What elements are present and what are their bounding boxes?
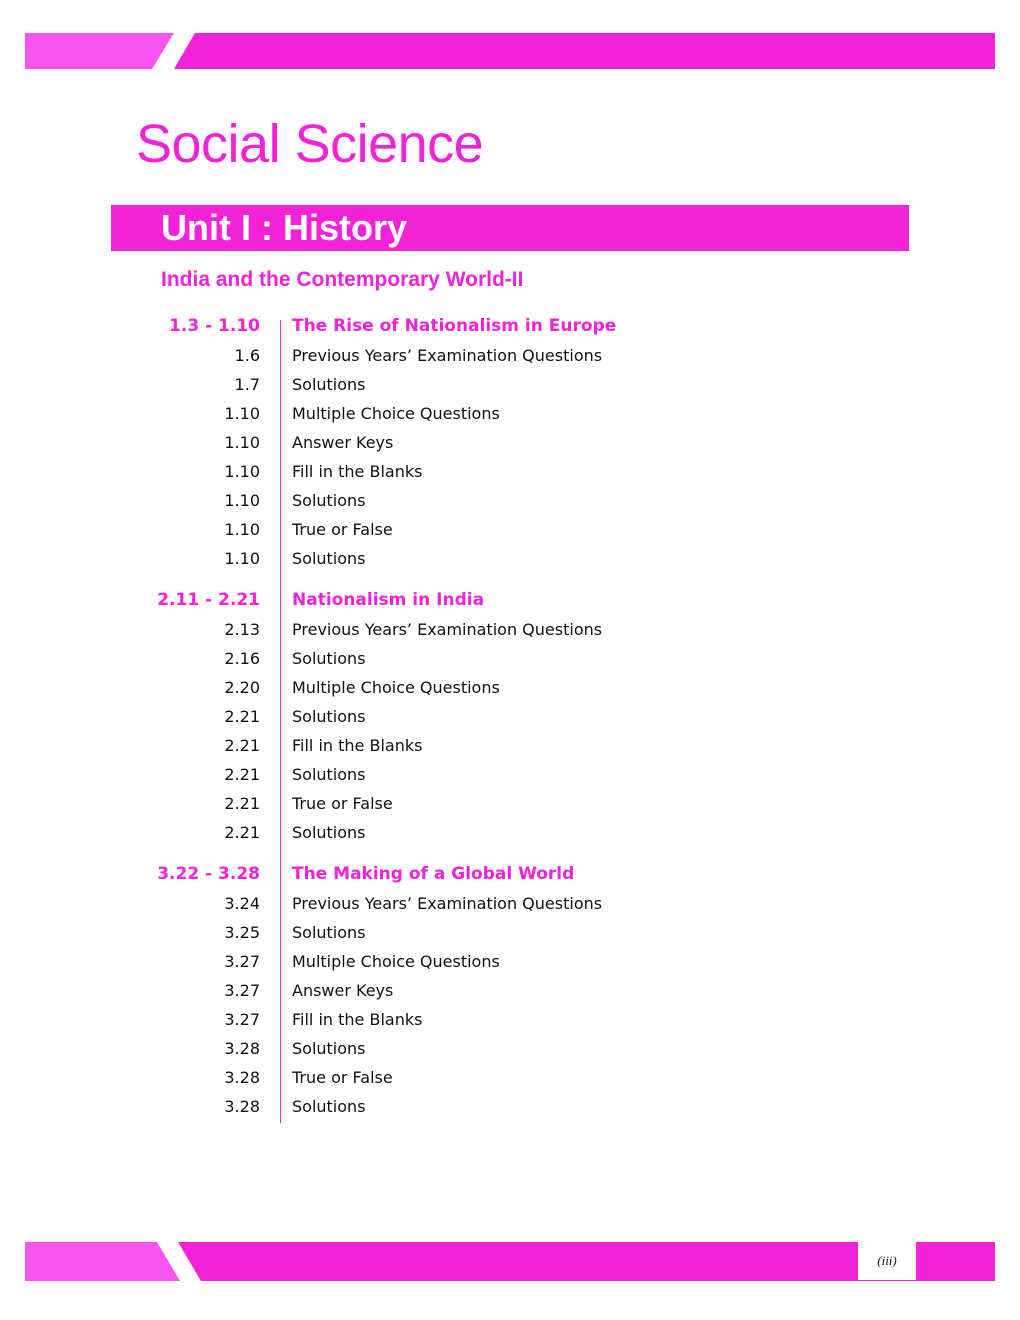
entry-label[interactable]: Solutions: [292, 765, 366, 784]
toc-entry[interactable]: [0, 1092, 1020, 1121]
entry-page: 1.10: [224, 491, 260, 510]
top-band-light-segment: [25, 33, 174, 69]
entry-label[interactable]: Previous Years’ Examination Questions: [292, 346, 603, 365]
entry-page: 2.21: [224, 823, 260, 842]
entry-page: 3.28: [224, 1097, 260, 1116]
entry-page: 3.27: [224, 981, 260, 1000]
page-number: (iii): [858, 1242, 916, 1280]
bottom-band-light-segment: [25, 1242, 180, 1281]
entry-page: 2.21: [224, 794, 260, 813]
chapter-1: [0, 311, 1020, 573]
entry-label[interactable]: Previous Years’ Examination Questions: [292, 894, 603, 913]
entry-page: 1.7: [234, 375, 260, 394]
entry-label[interactable]: True or False: [292, 1068, 393, 1087]
toc-entry[interactable]: [0, 918, 1020, 947]
toc-entry[interactable]: [0, 1034, 1020, 1063]
entry-label[interactable]: Solutions: [292, 549, 366, 568]
entry-page: 1.10: [224, 433, 260, 452]
chapter-heading-row[interactable]: [0, 859, 1020, 889]
toc-entry[interactable]: [0, 673, 1020, 702]
entry-label[interactable]: Solutions: [292, 649, 366, 668]
chapter-page-range: 1.3 - 1.10: [169, 316, 260, 336]
chapter-3: [0, 859, 1020, 1121]
entry-label[interactable]: Fill in the Blanks: [292, 1010, 423, 1029]
toc-entry[interactable]: [0, 615, 1020, 644]
chapter-title[interactable]: The Rise of Nationalism in Europe: [292, 316, 617, 336]
chapter-page-range: 2.11 - 2.21: [157, 590, 260, 610]
unit-title: Unit I : History: [161, 207, 408, 248]
entry-label[interactable]: Solutions: [292, 375, 366, 394]
entry-label[interactable]: Solutions: [292, 1039, 366, 1058]
entry-label[interactable]: Answer Keys: [292, 981, 394, 1000]
entry-page: 3.27: [224, 952, 260, 971]
entry-label[interactable]: Solutions: [292, 707, 366, 726]
book-title: India and the Contemporary World-II: [161, 268, 524, 291]
entry-page: 2.21: [224, 736, 260, 755]
toc-entry[interactable]: [0, 457, 1020, 486]
entry-page: 1.10: [224, 404, 260, 423]
chapter-2: [0, 585, 1020, 847]
toc-entry[interactable]: [0, 760, 1020, 789]
entry-label[interactable]: Fill in the Blanks: [292, 462, 423, 481]
entry-label[interactable]: Multiple Choice Questions: [292, 952, 500, 971]
entry-page: 3.28: [224, 1068, 260, 1087]
entry-page: 1.6: [234, 346, 260, 365]
entry-label[interactable]: True or False: [292, 794, 393, 813]
toc-entry[interactable]: [0, 818, 1020, 847]
chapter-title[interactable]: Nationalism in India: [292, 590, 485, 610]
entry-label[interactable]: Solutions: [292, 1097, 366, 1116]
toc-entry[interactable]: [0, 544, 1020, 573]
top-band-dark-segment: [174, 33, 995, 69]
toc-entry[interactable]: [0, 370, 1020, 399]
toc-entry[interactable]: [0, 702, 1020, 731]
entry-label[interactable]: Solutions: [292, 923, 366, 942]
entry-page: 2.16: [224, 649, 260, 668]
toc-entry[interactable]: [0, 428, 1020, 457]
entry-page: 2.13: [224, 620, 260, 639]
toc-entry[interactable]: [0, 644, 1020, 673]
toc-entry[interactable]: [0, 1063, 1020, 1092]
toc-entry[interactable]: [0, 486, 1020, 515]
toc-entry[interactable]: [0, 789, 1020, 818]
chapter-title[interactable]: The Making of a Global World: [292, 864, 575, 884]
entry-label[interactable]: Multiple Choice Questions: [292, 678, 500, 697]
toc-entry[interactable]: [0, 731, 1020, 760]
unit-heading-bar: [111, 205, 909, 251]
entry-page: 3.24: [224, 894, 260, 913]
toc-entry[interactable]: [0, 341, 1020, 370]
chapter-page-range: 3.22 - 3.28: [157, 864, 260, 884]
top-decorative-band: [0, 0, 1020, 80]
toc-entry[interactable]: [0, 889, 1020, 918]
entry-page: 2.21: [224, 765, 260, 784]
entry-page: 3.25: [224, 923, 260, 942]
chapter-heading-row[interactable]: [0, 311, 1020, 341]
entry-label[interactable]: Solutions: [292, 491, 366, 510]
entry-page: 1.10: [224, 462, 260, 481]
toc-entry[interactable]: [0, 947, 1020, 976]
entry-label[interactable]: Multiple Choice Questions: [292, 404, 500, 423]
entry-label[interactable]: Previous Years’ Examination Questions: [292, 620, 603, 639]
toc-entry[interactable]: [0, 1005, 1020, 1034]
table-of-contents: [0, 311, 1020, 1121]
entry-page: 1.10: [224, 549, 260, 568]
entry-page: 2.21: [224, 707, 260, 726]
entry-page: 1.10: [224, 520, 260, 539]
entry-label[interactable]: True or False: [292, 520, 393, 539]
entry-page: 3.28: [224, 1039, 260, 1058]
entry-label[interactable]: Solutions: [292, 823, 366, 842]
toc-entry[interactable]: [0, 515, 1020, 544]
entry-label[interactable]: Fill in the Blanks: [292, 736, 423, 755]
entry-label[interactable]: Answer Keys: [292, 433, 394, 452]
chapter-heading-row[interactable]: [0, 585, 1020, 615]
toc-entry[interactable]: [0, 976, 1020, 1005]
entry-page: 3.27: [224, 1010, 260, 1029]
entry-page: 2.20: [224, 678, 260, 697]
subject-title: Social Science: [136, 114, 484, 174]
toc-entry[interactable]: [0, 399, 1020, 428]
